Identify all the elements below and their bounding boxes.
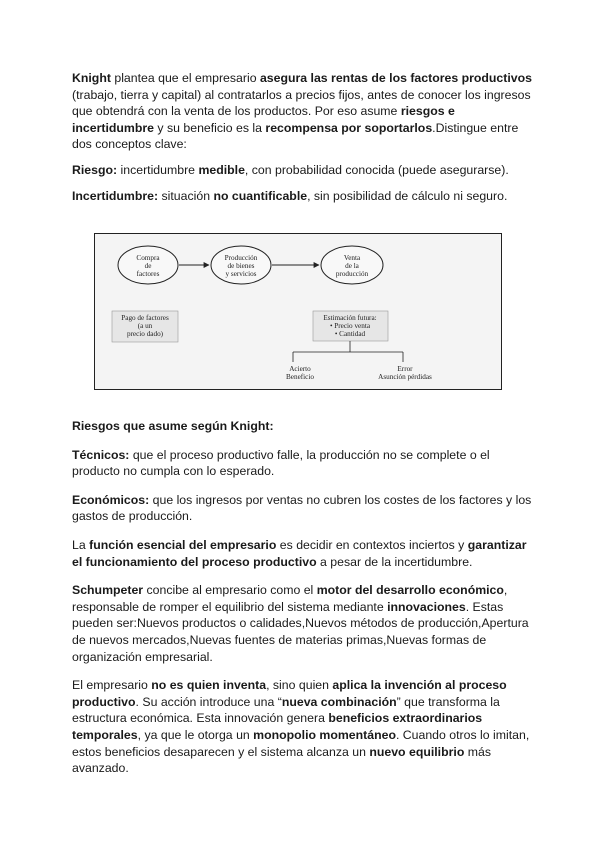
- knight-schumpeter-section: [72, 418, 532, 777]
- innovacion-paragraph: [72, 677, 532, 777]
- outcome-right-line2: Asunción pérdidas: [378, 373, 432, 381]
- node3-line3: producción: [335, 270, 369, 278]
- text-run: que el proceso productivo falle, la producción no se complete o el producto no cumpla con lo esperado.: [72, 447, 490, 479]
- box-left-line3: precio dado): [126, 330, 164, 338]
- text-run: situación: [158, 188, 214, 203]
- bold-text: Económicos:: [72, 492, 150, 507]
- risk-economicos: [72, 492, 532, 525]
- text-run: que los ingresos por ventas no cubren los costes de los factores y los gastos de producción.: [72, 492, 532, 524]
- text-run: , ya que le otorga un: [137, 727, 254, 742]
- intro-section: [72, 70, 532, 204]
- node1-line3: factores: [136, 270, 160, 278]
- node1-line1: Compra: [136, 254, 160, 262]
- bold-text: beneficios extraordinarios temporales: [72, 711, 483, 742]
- text-run: ” que transforma la estructura económica. Esta innovación genera: [72, 694, 500, 726]
- box-left-line2: (a un: [137, 322, 153, 330]
- knight-process-diagram: [94, 233, 502, 390]
- bold-text: innovaciones: [387, 599, 466, 614]
- funcion-empresario: [72, 537, 532, 570]
- bold-text: nueva combinación: [281, 694, 397, 709]
- node2-line2: de bienes: [227, 262, 255, 270]
- text-run: , sino quien: [266, 678, 333, 693]
- definition-riesgo: [72, 162, 532, 179]
- bold-text: monopolio momentáneo: [253, 727, 396, 742]
- section-heading-riesgos: [72, 418, 532, 435]
- node3-line2: de la: [345, 262, 359, 270]
- box-right-line2: • Precio venta: [329, 322, 371, 330]
- bold-text: asegura las rentas de los factores productivos: [259, 71, 532, 85]
- schumpeter-paragraph: [72, 582, 532, 665]
- bold-text: Schumpeter: [72, 583, 144, 598]
- bold-text: función esencial del empresario: [89, 537, 277, 552]
- text-run: La: [72, 537, 90, 552]
- text-run: más avanzado.: [72, 744, 491, 776]
- bold-text: Riesgos que asume según Knight:: [72, 419, 274, 433]
- text-run: . Estas pueden ser:Nuevos productos o calidades,Nuevos métodos de producción,Apertura de nuevos mercados,Nuevas fuentes de materias primas,Nuevas formas de organización empresarial.: [72, 599, 529, 664]
- text-run: es decidir en contextos inciertos y: [276, 537, 468, 552]
- outcome-right-line1: Error: [397, 365, 413, 373]
- text-run: (trabajo, tierra y capital) al contratarlos a precios fijos, antes de conocer los ingresos que obtendrá con la venta de los productos. Por eso asume: [72, 87, 531, 119]
- text-run: El empresario: [72, 678, 152, 693]
- text-run: a pesar de la incertidumbre.: [316, 554, 473, 569]
- bold-text: medible: [198, 162, 245, 177]
- bold-text: garantizar el funcionamiento del proceso productivo: [72, 537, 527, 569]
- bold-text: no es quien inventa: [151, 678, 267, 693]
- bold-text: Knight: [72, 71, 111, 85]
- text-run: . Su acción introduce una “: [135, 694, 282, 709]
- text-run: .Distingue entre dos conceptos clave:: [72, 120, 519, 152]
- text-run: , con probabilidad conocida (puede asegurarse).: [244, 162, 509, 177]
- outcome-left-line2: Beneficio: [286, 373, 314, 381]
- text-run: , sin posibilidad de cálculo ni seguro.: [307, 188, 508, 203]
- bold-text: Incertidumbre:: [72, 188, 159, 203]
- bold-text: Técnicos:: [72, 447, 130, 462]
- text-run: plantea que el empresario: [110, 71, 260, 85]
- bold-text: Riesgo:: [72, 162, 118, 177]
- text-run: concibe al empresario como el: [143, 583, 317, 598]
- bold-text: recompensa por soportarlos: [265, 120, 433, 135]
- bold-text: riesgos e incertidumbre: [72, 104, 455, 135]
- bold-text: motor del desarrollo económico: [316, 583, 504, 598]
- text-run: , responsable de romper el equilibrio del sistema mediante: [72, 583, 508, 614]
- definition-incertidumbre: [72, 188, 532, 205]
- box-right-line3: • Cantidad: [334, 330, 366, 338]
- risk-tecnicos: [72, 447, 532, 480]
- text-run: incertidumbre: [117, 162, 199, 177]
- bold-text: nuevo equilibrio: [369, 744, 465, 759]
- node2-line1: Producción: [224, 254, 258, 262]
- bold-text: no cuantificable: [213, 188, 308, 203]
- text-run: . Cuando otros lo imitan, estos beneficios desaparecen y el sistema alcanza un: [72, 727, 530, 759]
- node1-line2: de: [144, 262, 152, 270]
- bold-text: aplica la invención al proceso productivo: [72, 678, 507, 709]
- box-right-line1: Estimación futura:: [323, 314, 377, 322]
- node3-line1: Venta: [343, 254, 361, 262]
- box-left-line1: Pago de factores: [121, 314, 169, 322]
- text-run: y su beneficio es la: [154, 120, 266, 135]
- node2-line3: y servicios: [225, 270, 257, 278]
- outcome-left-line1: Acierto: [289, 365, 311, 373]
- intro-paragraph-knight: [72, 70, 532, 153]
